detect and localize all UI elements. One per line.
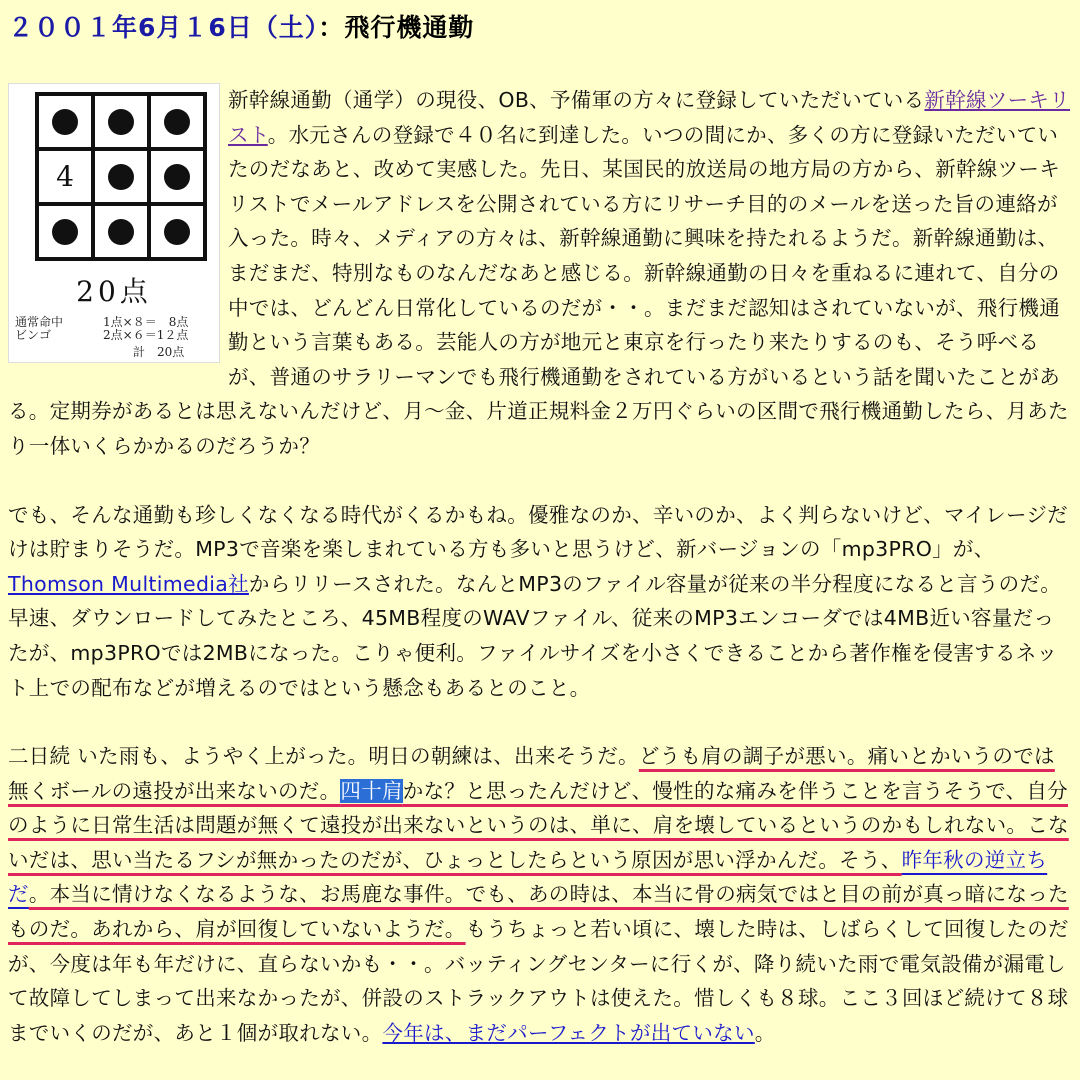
paragraph-2: でも、そんな通勤も珍しくなくなる時代がくるかもね。優雅なのか、辛いのか、よく判らないけど、マイレージだけは貯まりそうだ。MP3で音楽を楽しまれている方も多いと思うけど、新バージョンの「mp3PRO」が、Thomson Multimedia社からリリースされた。なんとMP3のファイル容量が従来の半分程度になると言うのだ。早速、ダウンロードしてみたところ、45MB程度のWAVファイル、従来のMP3エンコーダでは4MB近い容量だったが、mp3PROでは2MBになった。こりゃ便利。ファイルサイズを小さくできることから著作権を侵害するネット上での配布などが増えるのではという懸念もあるとのこと。 (8, 502, 1068, 700)
hit-dot-icon (108, 164, 134, 190)
hit-dot-icon (108, 219, 134, 245)
link-shinkansen-tsukilist[interactable]: 新幹線ツーキリスト (228, 88, 1071, 147)
diary-page (8, 8, 1072, 1050)
entry-title (8, 8, 1072, 48)
underlined-text: 。本当に情けなくなるような、お馬鹿な事件。でも、あの時は、本当に骨の病気ではと目の前が真っ暗になったものだ。あれから、肩が回復していないようだ。 (8, 882, 1069, 942)
card-note-total: 計 20点 (133, 345, 185, 359)
bingo-cell (149, 204, 205, 259)
underlined-text: どうも肩の調子が悪い。痛いとかいうのでは無くボールの遠投が出来ないのだ。 (8, 744, 1055, 803)
link-thomson-multimedia[interactable]: Thomson Multimedia社 (8, 571, 249, 596)
bingo-grid (35, 92, 207, 261)
card-score: 20点 (76, 275, 152, 308)
bingo-cell (93, 149, 149, 204)
highlighted-text: 四十肩 (340, 778, 403, 803)
paragraph-3: 二日続 いた雨も、ようやく上がった。明日の朝練は、出来そうだ。どうも肩の調子が悪い。痛いとかいうのでは無くボールの遠投が出来ないのだ。四十肩かな？と思ったんだけど、慢性的な痛みを伴うことを言うそうで、自分のように日常生活は問題が無くて遠投が出来ないというのは、単に、肩を壊しているというのかもしれない。こないだは、思い当たるフシが無かったのだが、ひょっとしたらという原因が思い浮かんだ。そう、昨年秋の逆立ちだ。本当に情けなくなるような、お馬鹿な事件。でも、あの時は、本当に骨の病気ではと目の前が真っ暗になったものだ。あれから、肩が回復していないようだ。もうちょっと若い頃に、壊した時は、しばらくして回復したのだが、今度は年も年だけに、直らないかも・・。バッティングセンターに行くが、降り続いた雨で電気設備が漏電して故障してしまって出来なかったが、併設のストラックアウトは使えた。惜しくも８球。ここ３回ほど続けて８球までいくのだが、あと１個が取れない。今年は、まだパーフェクトが出ていない。 (8, 744, 1069, 1045)
hit-dot-icon (164, 109, 190, 135)
bingo-cell (149, 149, 205, 204)
hit-dot-icon (108, 109, 134, 135)
hit-dot-icon (52, 109, 78, 135)
underlined-text: かな？と思ったんだけど、慢性的な痛みを伴うことを言うそうで、自分のように日常生活は問題が無くて遠投が出来ないというのは、単に、肩を壊しているというのかもしれない。こないだは、思い当たるフシが無かったのだが、ひょっとしたらという原因が思い浮かんだ。そう、 (8, 778, 1069, 872)
link-sakadachi[interactable]: 昨年秋の逆立ちだ (8, 847, 1048, 907)
bingo-cell (37, 94, 93, 149)
card-note-mid: 1点×８＝ 8点 2点×６＝1２点 (103, 315, 189, 342)
link-perfect[interactable]: 今年は、まだパーフェクトが出ていない (382, 1020, 755, 1045)
entry-date: ２００１年6月１6日（土） (8, 13, 319, 42)
bingo-cell (149, 94, 205, 149)
title-separator: ： (318, 13, 345, 42)
bingo-cell (93, 94, 149, 149)
hit-dot-icon (164, 219, 190, 245)
card-note-left: 通常命中 ビンゴ (15, 315, 64, 342)
bingo-cell-number: 4 (37, 149, 93, 204)
bingo-cell (93, 204, 149, 259)
hit-dot-icon (52, 219, 78, 245)
hit-dot-icon (164, 164, 190, 190)
bingo-card-image (8, 83, 220, 363)
entry-subject: 飛行機通勤 (344, 13, 475, 42)
bingo-cell (37, 204, 93, 259)
paragraph-1: 新幹線通勤（通学）の現役、OB、予備軍の方々に登録していただいている新幹線ツーキリスト。水元さんの登録で４０名に到達した。いつの間にか、多くの方に登録いただいていたのだなあと、改めて実感した。先日、某国民的放送局の地方局の方から、新幹線ツーキリストでメールアドレスを公開されている方にリサーチ目的のメールを送った旨の連絡が入った。時々、メディアの方々は、新幹線通勤に興味を持たれるようだ。新幹線通勤は、まだまだ、特別なものなんだなあと感じる。新幹線通勤の日々を重ねるに連れて、自分の中では、どんどん日常化しているのだが・・。まだまだ認知はされていないが、飛行機通勤という言葉もある。芸能人の方が地元と東京を行ったり来たりするのも、そう呼べるが、普通のサラリーマンでも飛行機通勤をされている方がいるという話を聞いたことがある。定期券があるとは思えないんだけど、月～金、片道正規料金２万円ぐらいの区間で飛行機通勤したら、月あたり一体いくらかかるのだろうか？ (8, 88, 1071, 458)
